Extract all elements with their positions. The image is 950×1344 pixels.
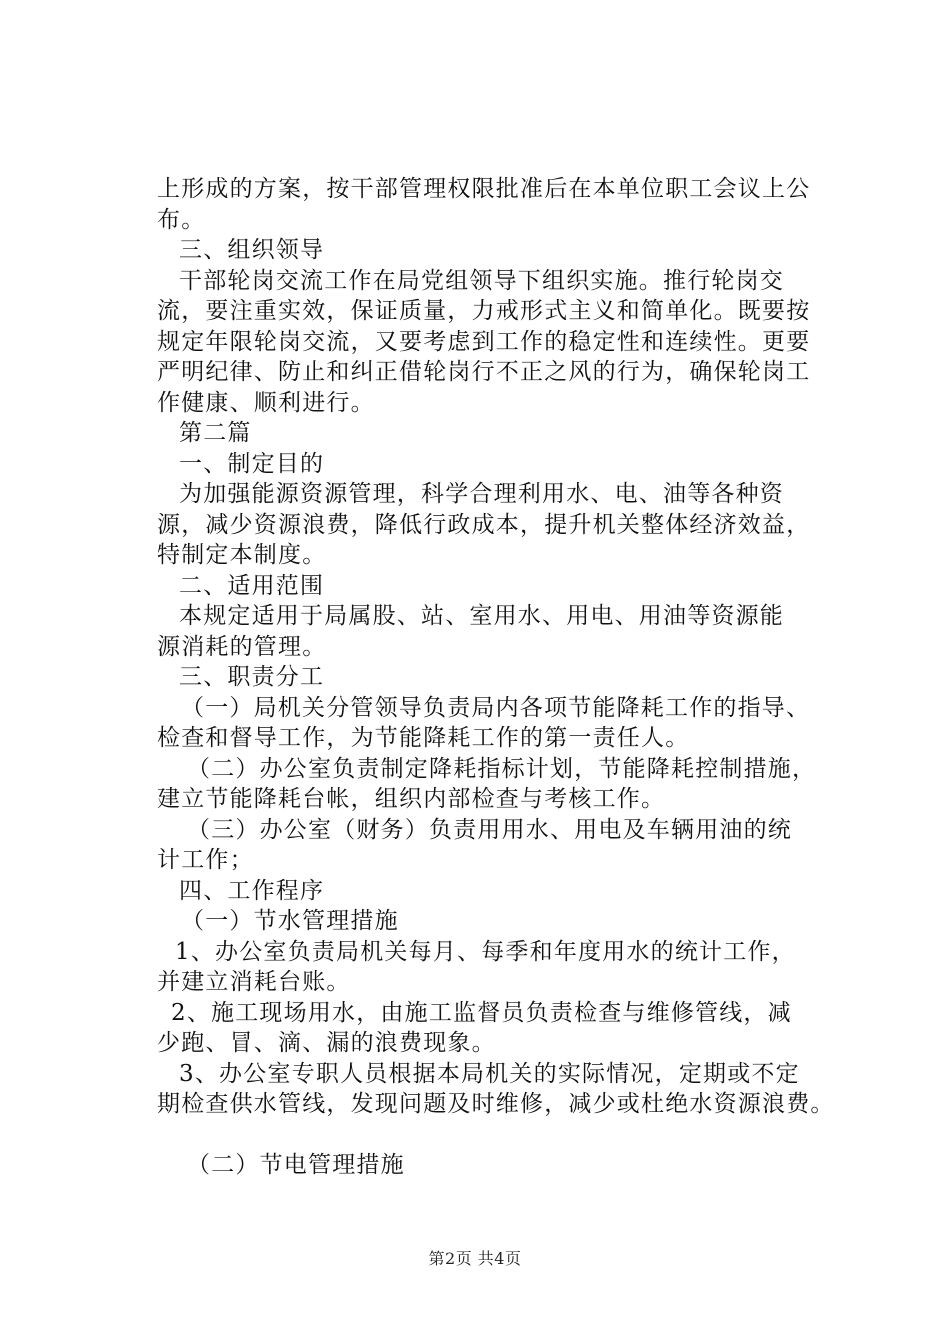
text-line: 规定年限轮岗交流，又要考虑到工作的稳定性和连续性。更要: [157, 328, 811, 355]
section-heading: 三、组织领导: [179, 237, 325, 263]
text-line: 上形成的方案，按干部管理权限批准后在本单位职工会议上公: [157, 176, 811, 202]
part-heading: 第二篇: [179, 420, 252, 446]
document-body: [157, 174, 837, 1180]
text-line: 布。: [157, 206, 206, 233]
text-line: （二）办公室负责制定降耗指标计划，节能降耗控制措施，: [187, 755, 817, 782]
text-line: 3、办公室专职人员根据本局机关的实际情况，定期或不定: [179, 1060, 800, 1087]
text-line: 2、施工现场用水，由施工监督员负责检查与维修管线，减: [171, 999, 792, 1026]
text-line: （三）办公室（财务）负责用用水、用电及车辆用油的统: [187, 816, 792, 843]
text-line: 源，减少资源浪费，降低行政成本，提升机关整体经济效益，: [157, 511, 811, 538]
text-line: 本规定适用于局属股、站、室用水、用电、用油等资源能: [179, 603, 784, 629]
text-line: 并建立消耗台账。: [157, 969, 351, 995]
text-line: 特制定本制度。: [157, 542, 327, 568]
text-line: 干部轮岗交流工作在局党组领导下组织实施。推行轮岗交: [179, 267, 784, 294]
section-heading: 四、工作程序: [179, 877, 325, 904]
subsection-heading: （一）节水管理措施: [181, 908, 399, 934]
text-line: 计工作；: [157, 847, 254, 873]
text-line: 少跑、冒、滴、漏的浪费现象。: [157, 1030, 496, 1056]
text-line: 1、办公室负责局机关每月、每季和年度用水的统计工作，: [175, 938, 796, 965]
page-number: 第2页 共4页: [428, 1249, 522, 1268]
text-line: 流，要注重实效，保证质量，力戒形式主义和简单化。既要按: [157, 298, 811, 324]
text-line: 为加强能源资源管理，科学合理利用水、电、油等各种资: [179, 481, 784, 507]
section-heading: 三、职责分工: [179, 664, 325, 690]
text-line: 建立节能降耗台帐，组织内部检查与考核工作。: [157, 786, 666, 812]
text-line: 检查和督导工作，为节能降耗工作的第一责任人。: [157, 725, 690, 751]
text-line: 源消耗的管理。: [157, 633, 327, 660]
text-line: 期检查供水管线，发现问题及时维修，减少或杜绝水资源浪费。: [157, 1091, 835, 1117]
subsection-heading: （二）节电管理措施: [187, 1151, 405, 1178]
section-heading: 一、制定目的: [179, 450, 325, 477]
text-line: （一）局机关分管领导负责局内各项节能降耗工作的指导、: [181, 694, 811, 721]
text-line: 严明纪律、防止和纠正借轮岗行不正之风的行为，确保轮岗工: [157, 359, 811, 385]
text-line: 作健康、顺利进行。: [157, 389, 375, 416]
section-heading: 二、适用范围: [179, 572, 325, 599]
